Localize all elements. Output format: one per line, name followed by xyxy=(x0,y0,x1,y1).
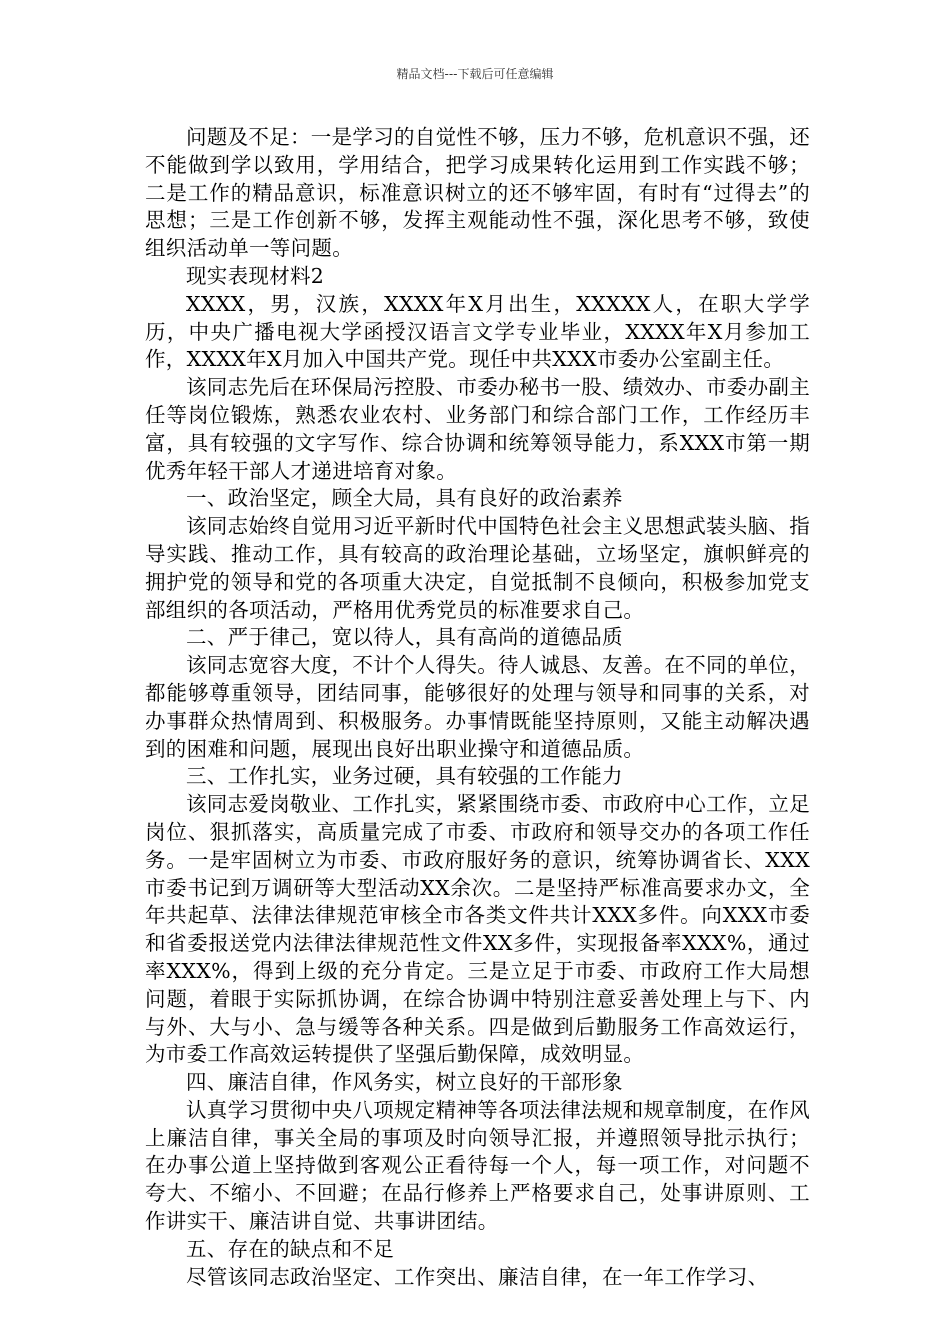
paragraph-shortcomings: 问题及不足：一是学习的自觉性不够，压力不够，危机意识不强，还不能做到学以致用，学用结合，把学习成果转化运用到工作实践不够；二是工作的精品意识，标准意识树立的还不够牢固，有时有“过得去”的思想；三是工作创新不够，发挥主观能动性不强，深化思考不够，致使组织活动单一等问题。 xyxy=(145,125,810,261)
paragraph-work-ability: 该同志爱岗敬业、工作扎实，紧紧围绕市委、市政府中心工作，立足岗位、狠抓落实，高质量完成了市委、市政府和领导交办的各项工作任务。一是牢固树立为市委、市政府服好务的意识，统筹协调省长、XXX市委书记到万调研等大型活动XX余次。二是坚持严标准高要求办文，全年共起草、法律法律规范审核全市各类文件共计XXX多件。向XXX市委和省委报送党内法律法律规范性文件XX多件，实现报备率XXX%，通过率XXX%，得到上级的充分肯定。三是立足于市委、市政府工作大局想问题，着眼于实际抓协调，在综合协调中特别注意妥善处理上与下、内与外、大与小、急与缓等各种关系。四是做到后勤服务工作高效运行，为市委工作高效运转提供了坚强后勤保障，成效明显。 xyxy=(145,792,810,1067)
paragraph-moral: 该同志宽容大度，不计个人得失。待人诚恳、友善。在不同的单位，都能够尊重领导，团结同事，能够很好的处理与领导和同事的关系，对办事群众热情周到、积极服务。办事情既能坚持原则，又能主动解决遇到的困难和问题，展现出良好出职业操守和道德品质。 xyxy=(145,653,810,761)
paragraph-deficiencies: 尽管该同志政治坚定、工作突出、廉洁自律，在一年工作学习、 xyxy=(186,1264,769,1289)
heading-integrity: 四、廉洁自律，作风务实，树立良好的干部形象 xyxy=(186,1070,623,1095)
paragraph-political: 该同志始终自觉用习近平新时代中国特色社会主义思想武装头脑、指导实践、推动工作，具有较高的政治理论基础，立场坚定，旗帜鲜亮的拥护党的领导和党的各项重大决定，自觉抵制不良倾向，积极参加党支部组织的各项活动，严格用优秀党员的标准要求自己。 xyxy=(145,514,810,622)
heading-moral: 二、严于律己，宽以待人，具有高尚的道德品质 xyxy=(186,625,623,650)
paragraph-integrity: 认真学习贯彻中央八项规定精神等各项法律法规和规章制度，在作风上廉洁自律，事关全局的事项及时向领导汇报，并遵照领导批示执行；在办事公道上坚持做到客观公正看待每一个人，每一项工作，对问题不夸大、不缩小、不回避；在品行修养上严格要求自己，处事讲原则、工作讲实干、廉洁讲自觉、共事讲团结。 xyxy=(145,1097,810,1234)
page-header: 精品文档---下载后可任意编辑 xyxy=(396,67,554,81)
heading-deficiencies: 五、存在的缺点和不足 xyxy=(186,1236,394,1261)
heading-political: 一、政治坚定，顾全大局，具有良好的政治素养 xyxy=(186,486,623,511)
section-title-material-2: 现实表现材料2 xyxy=(186,263,325,288)
paragraph-work-history: 该同志先后在环保局污控股、市委办秘书一股、绩效办、市委办副主任等岗位锻炼，熟悉农业农村、业务部门和综合部门工作，工作经历丰富，具有较强的文字写作、综合协调和统筹领导能力，系XXX市第一期优秀年轻干部人才递进培育对象。 xyxy=(145,375,810,483)
heading-work-ability: 三、工作扎实，业务过硬，具有较强的工作能力 xyxy=(186,764,623,789)
paragraph-personal-info: XXXX，男，汉族，XXXX年X月出生，XXXXX人，在职大学学历，中央广播电视大学函授汉语言文学专业毕业，XXXX年X月参加工作，XXXX年X月加入中国共产党。现任中共XXX市委办公室副主任。 xyxy=(145,291,810,372)
document-body xyxy=(145,124,810,1291)
